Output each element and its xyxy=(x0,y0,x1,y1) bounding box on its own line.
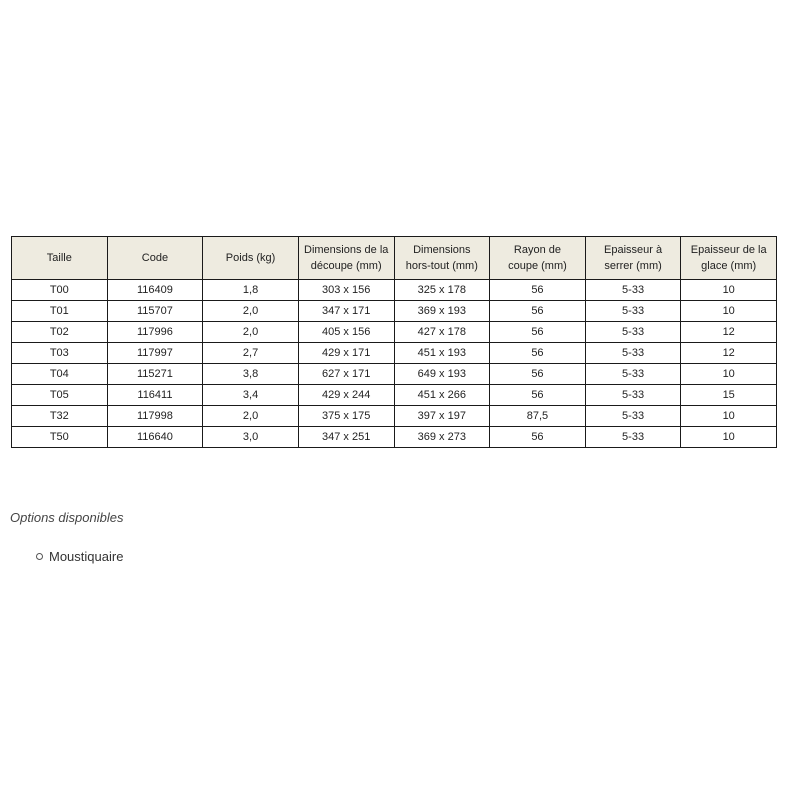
option-item xyxy=(36,548,123,564)
option-label: Moustiquaire xyxy=(49,548,124,564)
table-cell: 117997 xyxy=(107,343,203,364)
table-cell: 369 x 193 xyxy=(394,301,490,322)
table-cell: 3,4 xyxy=(203,385,299,406)
table-cell: 12 xyxy=(681,343,777,364)
header-line: serrer (mm) xyxy=(604,260,662,272)
table-cell: T02 xyxy=(12,322,108,343)
table-cell: 116640 xyxy=(107,427,203,448)
table-cell: 369 x 273 xyxy=(394,427,490,448)
table-cell: 12 xyxy=(681,322,777,343)
table-row xyxy=(12,364,777,385)
table-cell: 5-33 xyxy=(585,301,681,322)
table-cell: T00 xyxy=(12,280,108,301)
header-line: Epaisseur de la xyxy=(690,244,767,256)
options-title: Options disponibles xyxy=(10,510,124,525)
header-line: Taille xyxy=(46,252,72,264)
header-poids xyxy=(203,237,299,280)
table-cell: 5-33 xyxy=(585,364,681,385)
table-cell: 5-33 xyxy=(585,280,681,301)
table-cell: 56 xyxy=(490,385,586,406)
table-row xyxy=(12,301,777,322)
table-cell: 115271 xyxy=(107,364,203,385)
header-epaisseur-serrer xyxy=(585,237,681,280)
table-cell: 116409 xyxy=(107,280,203,301)
table-cell: 56 xyxy=(490,280,586,301)
header-rayon-coupe xyxy=(490,237,586,280)
table-cell: 429 x 171 xyxy=(298,343,394,364)
header-line: glace (mm) xyxy=(701,260,757,272)
header-line: Epaisseur à xyxy=(604,244,663,256)
table-cell: 451 x 266 xyxy=(394,385,490,406)
table-cell: 5-33 xyxy=(585,385,681,406)
specifications-table xyxy=(11,236,777,448)
header-line: hors-tout (mm) xyxy=(405,260,478,272)
table-cell: 10 xyxy=(681,280,777,301)
table-cell: 347 x 251 xyxy=(298,427,394,448)
table-cell: 347 x 171 xyxy=(298,301,394,322)
table-row xyxy=(12,322,777,343)
table-cell: T32 xyxy=(12,406,108,427)
table-cell: 2,0 xyxy=(203,322,299,343)
header-line: Code xyxy=(141,252,169,264)
table-cell: 427 x 178 xyxy=(394,322,490,343)
table-cell: 10 xyxy=(681,364,777,385)
header-line: Dimensions de la xyxy=(304,244,389,256)
table-row xyxy=(12,280,777,301)
table-cell: 325 x 178 xyxy=(394,280,490,301)
table-row xyxy=(12,427,777,448)
table-cell: 87,5 xyxy=(490,406,586,427)
header-line: Dimensions xyxy=(413,244,471,256)
header-dimensions-decoupe xyxy=(298,237,394,280)
table-cell: 10 xyxy=(681,406,777,427)
header-line: Rayon de xyxy=(513,244,561,256)
table-cell: T01 xyxy=(12,301,108,322)
table-cell: 3,0 xyxy=(203,427,299,448)
table-cell: T04 xyxy=(12,364,108,385)
table-cell: 116411 xyxy=(107,385,203,406)
table-cell: 5-33 xyxy=(585,406,681,427)
table-cell: 1,8 xyxy=(203,280,299,301)
table-cell: 10 xyxy=(681,301,777,322)
options-list xyxy=(36,548,123,564)
table-cell: 627 x 171 xyxy=(298,364,394,385)
circle-bullet-icon xyxy=(36,553,43,560)
table-cell: 429 x 244 xyxy=(298,385,394,406)
table-body xyxy=(12,280,777,448)
header-epaisseur-glace xyxy=(681,237,777,280)
header-line: Poids (kg) xyxy=(225,252,276,264)
table-cell: 3,8 xyxy=(203,364,299,385)
table-cell: 56 xyxy=(490,427,586,448)
table-cell: 10 xyxy=(681,427,777,448)
table-cell: 56 xyxy=(490,301,586,322)
table-cell: 2,7 xyxy=(203,343,299,364)
table-row xyxy=(12,406,777,427)
table-cell: 56 xyxy=(490,343,586,364)
table-cell: 2,0 xyxy=(203,301,299,322)
table-cell: 117998 xyxy=(107,406,203,427)
table-row xyxy=(12,385,777,406)
table-cell: 405 x 156 xyxy=(298,322,394,343)
table-cell: T03 xyxy=(12,343,108,364)
table-cell: 15 xyxy=(681,385,777,406)
table-cell: 2,0 xyxy=(203,406,299,427)
table-cell: 56 xyxy=(490,322,586,343)
table-cell: T50 xyxy=(12,427,108,448)
table-cell: 397 x 197 xyxy=(394,406,490,427)
header-taille xyxy=(12,237,108,280)
table-header-row xyxy=(12,237,777,280)
header-code xyxy=(107,237,203,280)
header-dimensions-hors-tout xyxy=(394,237,490,280)
table-cell: 375 x 175 xyxy=(298,406,394,427)
table-cell: T05 xyxy=(12,385,108,406)
header-line: découpe (mm) xyxy=(310,260,382,272)
table-cell: 303 x 156 xyxy=(298,280,394,301)
table-cell: 649 x 193 xyxy=(394,364,490,385)
table-cell: 5-33 xyxy=(585,427,681,448)
table-cell: 5-33 xyxy=(585,343,681,364)
header-line: coupe (mm) xyxy=(508,260,567,272)
table-cell: 115707 xyxy=(107,301,203,322)
table-cell: 117996 xyxy=(107,322,203,343)
table-cell: 451 x 193 xyxy=(394,343,490,364)
table-row xyxy=(12,343,777,364)
table-cell: 5-33 xyxy=(585,322,681,343)
table-cell: 56 xyxy=(490,364,586,385)
